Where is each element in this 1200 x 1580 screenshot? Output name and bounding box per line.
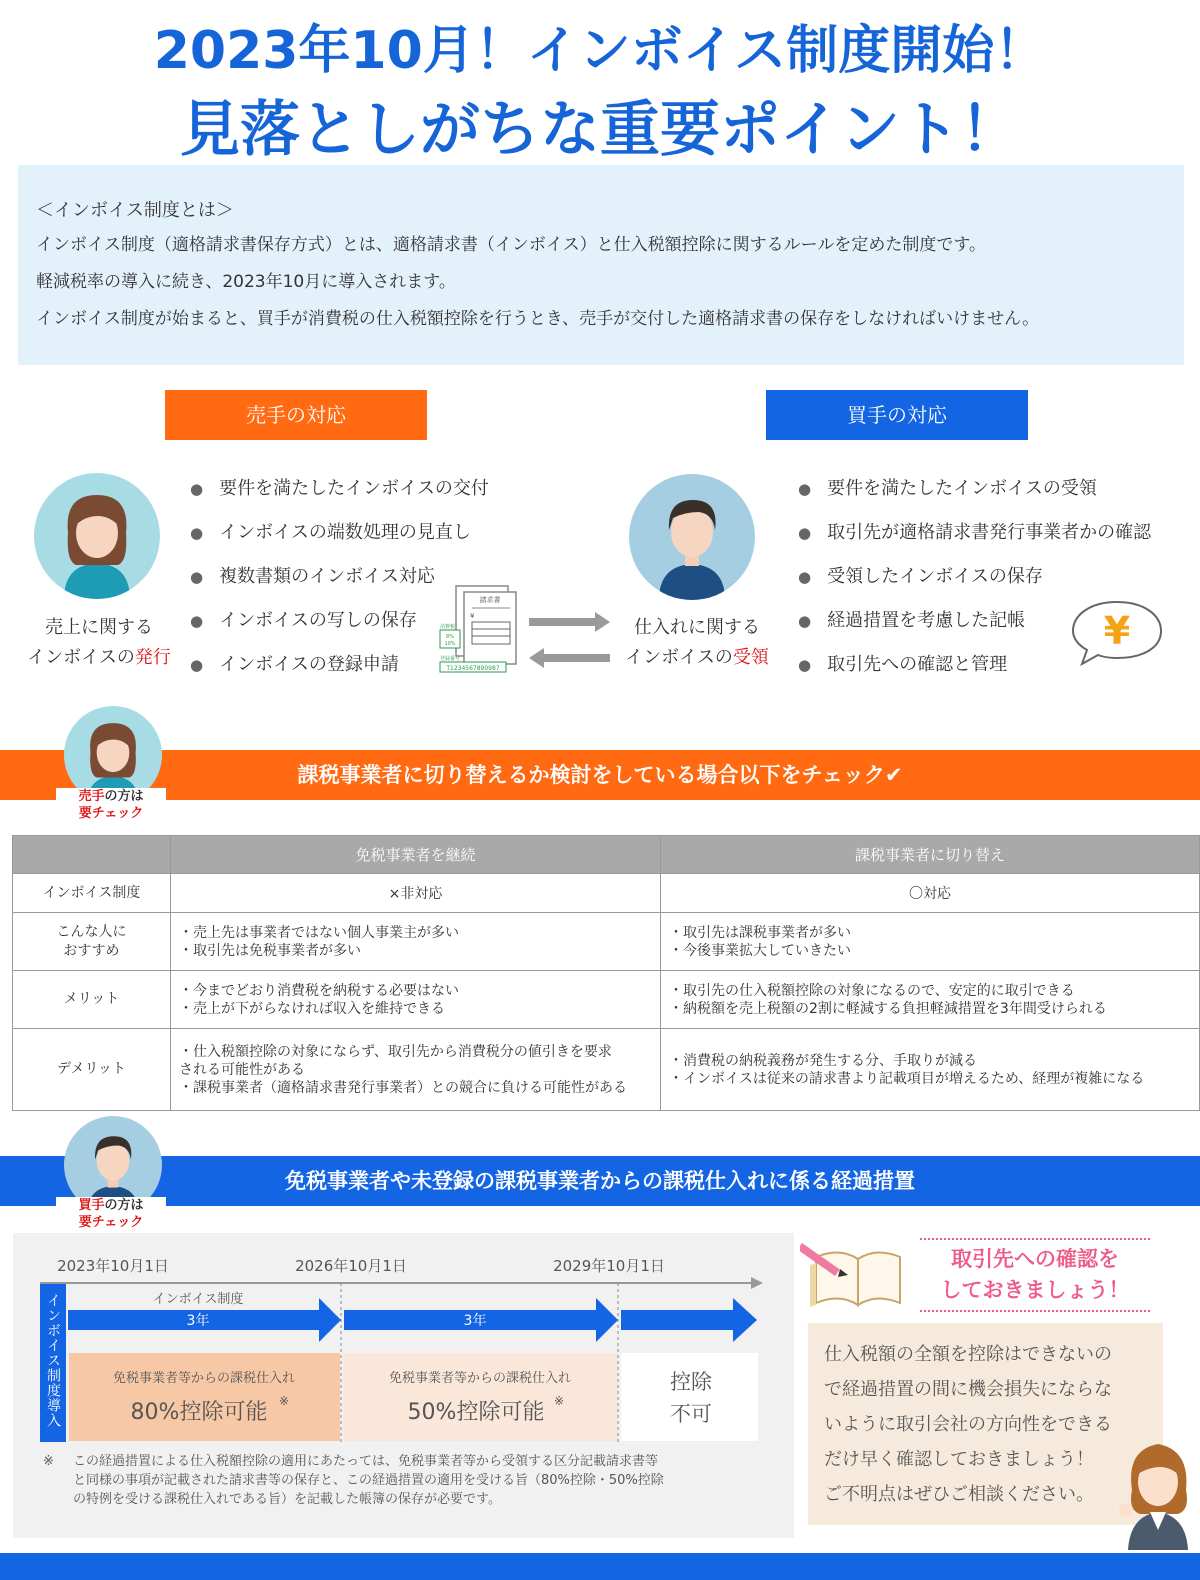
table-cell <box>661 971 1200 1029</box>
seller-checklist-item: ● インボイスの端数処理の見直し <box>190 511 489 555</box>
transition-timeline-diagram <box>13 1233 794 1538</box>
buyer-caption <box>612 613 782 673</box>
confirm-title-line: しておきましょう！ <box>940 1278 1130 1302</box>
consultant-woman-illustration <box>1118 1430 1198 1550</box>
timeline-date: 2023年10月1日 <box>57 1257 169 1275</box>
seller-check-banner: 課税事業者に切り替えるか検討をしている場合以下をチェック✔ <box>0 750 1200 800</box>
timeline-box-mark: ※ <box>279 1394 290 1408</box>
table-row <box>13 874 1200 913</box>
buyer-check-banner: 免税事業者や未登録の課税事業者からの課税仕入れに係る経過措置 <box>0 1156 1200 1206</box>
buyer-check-tag-rest: の方は <box>104 1198 144 1213</box>
table-row-label: デメリット <box>13 1029 171 1111</box>
invoice-icon-rate8: 8% <box>446 634 454 640</box>
seller-check-tag-rest: の方は <box>104 789 144 804</box>
table-cell-line: ・取引先の仕入税額控除の対象になるので、安定的に取引できる <box>669 982 1075 999</box>
table-cell <box>171 1029 661 1111</box>
page-title-line1: 2023年10月！インボイス制度開始！ <box>153 21 1047 81</box>
table-cell <box>661 913 1200 971</box>
table-row <box>13 913 1200 971</box>
buyer-checklist-item: ● 経過措置を考慮した記帳 <box>798 599 1151 643</box>
yen-speech-bubble-icon <box>1070 598 1165 668</box>
intro-heading: ＜インボイス制度とは＞ <box>36 200 234 221</box>
timeline-note-mark: ※ <box>43 1454 54 1469</box>
buyer-avatar <box>629 474 755 600</box>
timeline-invoice-label: インボイス制度 <box>152 1292 244 1307</box>
table-cell-line: ・インボイスは従来の請求書より記載項目が増えるため、経理が複雑になる <box>669 1070 1145 1087</box>
table-cell-line: ・今後事業拡大していきたい <box>669 942 851 959</box>
intro-line: インボイス制度が始まると、買手が消費税の仕入税額控除を行うとき、売手が交付した適格請求書の保存をしなければいけません。 <box>36 309 1040 329</box>
timeline-date: 2029年10月1日 <box>553 1257 665 1275</box>
seller-check-tag-line2: 要チェック <box>78 806 144 821</box>
seller-caption-highlight: 発行 <box>134 647 171 668</box>
seller-caption-line2 <box>14 643 184 673</box>
intro-line: 軽減税率の導入に続き、2023年10月に導入されます。 <box>36 272 456 292</box>
table-row-label: こんな人に おすすめ <box>13 913 171 971</box>
table-cell-line: される可能性がある <box>179 1061 305 1078</box>
seller-check-tag-highlight: 売手 <box>78 789 105 804</box>
seller-checklist-item: ● インボイスの登録申請 <box>190 643 489 687</box>
invoice-document-icon <box>438 584 518 676</box>
buyer-checklist-item: ● 取引先が適格請求書発行事業者かの確認 <box>798 511 1151 555</box>
timeline-period: 3年 <box>463 1313 487 1329</box>
table-cell <box>171 913 661 971</box>
timeline-vertical-label: インボイス制度導入 <box>45 1293 61 1428</box>
timeline-note-line: この経過措置による仕入税額控除の適用にあたっては、免税事業者等から受領する区分記載請求書等 <box>73 1454 659 1469</box>
seller-checklist-item: ● インボイスの写しの保存 <box>190 599 489 643</box>
table-cell-line: ・仕入税額控除の対象にならず、取引先から消費税分の値引きを要求 <box>179 1043 612 1060</box>
seller-caption-line1: 売上に関する <box>45 617 153 638</box>
table-cell <box>171 971 661 1029</box>
seller-check-tag-line1 <box>56 788 166 805</box>
timeline-box-none: 不可 <box>670 1402 712 1426</box>
timeline-box-main: 50%控除可能 <box>407 1400 545 1425</box>
table-header-cell <box>13 836 171 874</box>
invoice-icon-reg-label: 登録番号 <box>440 656 461 662</box>
exchange-arrows-icon <box>527 610 612 670</box>
invoice-icon-reg-number: T1234567890987 <box>446 665 500 672</box>
table-cell-line: ・取引先は免税事業者が多い <box>179 942 361 959</box>
table-cell-line: ・納税額を売上税額の2割に軽減する負担軽減措置を3年間受けられる <box>669 1000 1107 1017</box>
confirm-note-line: だけ早く確認しておきましょう！ <box>824 1449 1094 1470</box>
page-title-line2: 見落としがちな重要ポイント！ <box>180 95 1020 165</box>
table-cell-line: ・今までどおり消費税を納税する必要はない <box>179 982 459 999</box>
confirm-note-line: いように取引会社の方向性をできる <box>824 1414 1112 1435</box>
buyer-checklist-item: ● 要件を満たしたインボイスの受領 <box>798 467 1151 511</box>
table-cell-line: ・課税事業者（適格請求書発行事業者）との競合に負ける可能性がある <box>179 1079 627 1096</box>
invoice-icon-yen: ¥ <box>470 612 475 620</box>
seller-caption <box>14 613 184 673</box>
table-cell-line: ・消費税の納税義務が発生する分、手取りが減る <box>669 1052 977 1069</box>
invoice-icon-title: 請求書 <box>479 596 501 604</box>
buyer-check-tag-highlight: 買手 <box>78 1198 105 1213</box>
seller-caption-prefix: インボイスの <box>27 647 135 668</box>
comparison-table <box>12 835 1200 1111</box>
table-cell: ×非対応 <box>171 874 661 913</box>
timeline-box-mark: ※ <box>554 1394 565 1408</box>
invoice-icon-rate10: 10% <box>444 641 456 647</box>
buyer-check-tag <box>56 1197 166 1231</box>
table-header-cell: 免税事業者を継続 <box>171 836 661 874</box>
buyer-checklist-item: ● 受領したインボイスの保存 <box>798 555 1151 599</box>
confirm-title <box>920 1238 1150 1312</box>
timeline-note-line: の特例を受ける課税仕入れである旨）を記載した帳簿の保存が必要です。 <box>73 1492 501 1507</box>
table-cell-line: ・売上が下がらなければ収入を維持できる <box>179 1000 445 1017</box>
intro-panel <box>18 165 1184 365</box>
buyer-caption-line1: 仕入れに関する <box>634 617 760 638</box>
confirm-title-line: 取引先への確認を <box>951 1247 1119 1271</box>
buyer-caption-highlight: 受領 <box>732 647 769 668</box>
table-header-row <box>13 836 1200 874</box>
buyer-checklist-item: ● 取引先への確認と管理 <box>798 643 1151 687</box>
table-row <box>13 971 1200 1029</box>
intro-line: インボイス制度（適格請求書保存方式）とは、適格請求書（インボイス）と仕入税額控除に関するルールを定めた制度です。 <box>36 235 986 255</box>
table-cell-line: ・取引先は課税事業者が多い <box>669 924 851 941</box>
seller-avatar <box>34 473 160 599</box>
table-cell: 〇対応 <box>661 874 1200 913</box>
timeline-note-line: と同様の事項が記載された請求書等の保存と、この経過措置の適用を受ける旨（80%控除・50%控除 <box>73 1473 664 1488</box>
buyer-caption-prefix: インボイスの <box>625 647 733 668</box>
seller-label: 売手の対応 <box>165 390 427 440</box>
confirm-note-line: で経過措置の間に機会損失にならな <box>824 1379 1112 1400</box>
confirm-note-panel <box>808 1323 1163 1525</box>
open-book-pencil-icon <box>800 1235 915 1310</box>
buyer-check-tag-line1 <box>56 1197 166 1214</box>
timeline-box-none: 控除 <box>670 1370 712 1394</box>
timeline-box-subtitle: 免税事業者等からの課税仕入れ <box>388 1371 572 1386</box>
confirm-note-line: 仕入税額の全額を控除はできないの <box>824 1344 1112 1365</box>
seller-checklist-item: ● 要件を満たしたインボイスの交付 <box>190 467 489 511</box>
table-row <box>13 1029 1200 1111</box>
buyer-label: 買手の対応 <box>766 390 1028 440</box>
buyer-caption-line2 <box>612 643 782 673</box>
yen-symbol: ¥ <box>1103 609 1131 653</box>
timeline-date: 2026年10月1日 <box>295 1257 407 1275</box>
seller-checklist-item: ● 複数書類のインボイス対応 <box>190 555 489 599</box>
table-row-label: メリット <box>13 971 171 1029</box>
table-cell-line: ・売上先は事業者ではない個人事業主が多い <box>179 924 459 941</box>
invoice-icon-tax-label: 消費税 <box>440 624 456 630</box>
timeline-period: 3年 <box>186 1313 210 1329</box>
table-header-cell: 課税事業者に切り替え <box>661 836 1200 874</box>
table-row-label: インボイス制度 <box>13 874 171 913</box>
confirm-note-line: ご不明点はぜひご相談ください。 <box>824 1484 1094 1505</box>
timeline-box-main: 80%控除可能 <box>130 1400 268 1425</box>
timeline-box-subtitle: 免税事業者等からの課税仕入れ <box>112 1371 296 1386</box>
seller-check-tag <box>56 788 166 822</box>
footer-bar <box>0 1553 1200 1580</box>
buyer-check-tag-line2: 要チェック <box>78 1215 144 1230</box>
table-cell <box>661 1029 1200 1111</box>
